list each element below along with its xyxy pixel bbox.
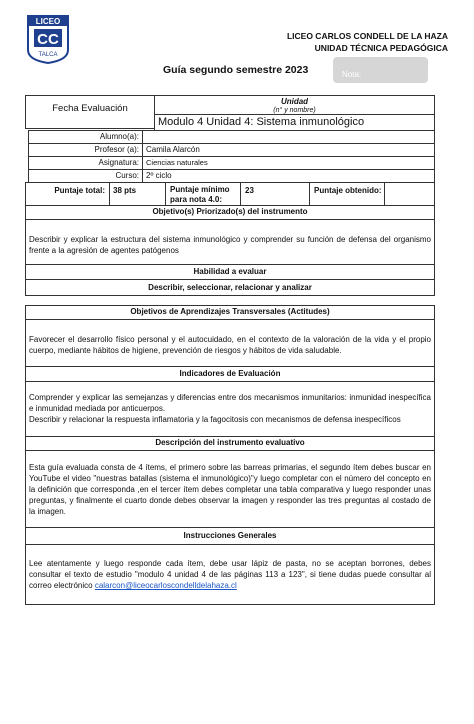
department-name: UNIDAD TÉCNICA PEDAGÓGICA bbox=[314, 43, 448, 53]
curso-value: 2º ciclo bbox=[146, 171, 172, 180]
logo-top-text: LICEO bbox=[35, 17, 61, 26]
habilidad-title: Habilidad a evaluar bbox=[193, 267, 267, 276]
curso-value-cell bbox=[142, 169, 435, 183]
descripcion-text: Esta guía evaluada consta de 4 ítems, el primero sobre las barreas primarias, el segundo ítem debes buscar en YouTube el video "nuestras batallas (sistema el inmunológico)"y luego completar con el número del concepto en la definición que corresponda ,en el tercer ítem debes completar una tabla comparativa y luego responder unas preguntas, y finalmente el cuarto donde debes observar la imagen y responder las tres preguntas al costado de la imagen. bbox=[29, 463, 431, 516]
oat-title: Objetivos de Aprendizajes Transversales (Actitudes) bbox=[130, 307, 330, 316]
oat-text: Favorecer el desarrollo físico personal y el autocuidado, en el contexto de la valoración de la vida y el propio cuerpo, mediante hábitos de higiene, prevención de riesgos y hábitos de vida saludable. bbox=[29, 335, 431, 355]
indicadores-text-2: Describir y relacionar la respuesta inflamatoria y la fagocitosis con mecanismos de defensa inespecíficos bbox=[29, 415, 401, 424]
school-logo bbox=[25, 14, 71, 64]
logo-mark-text: CC bbox=[37, 31, 59, 48]
indicadores-text-1: Comprender y explicar las semejanzas y diferencias entre dos mecanismos inmunitarios: inmunidad inespecífica e inmunidad mediada por anticuerpos. bbox=[29, 393, 431, 413]
puntaje-total-value: 38 pts bbox=[113, 186, 137, 195]
school-header bbox=[287, 30, 448, 54]
habilidad-text: Describir, seleccionar, relacionar y analizar bbox=[148, 283, 312, 292]
asignatura-value: Ciencias naturales bbox=[146, 158, 208, 167]
unidad-label: Unidad bbox=[280, 97, 309, 106]
objetivos-title: Objetivo(s) Priorizado(s) del instrumento bbox=[152, 207, 308, 216]
instrucciones-block bbox=[29, 558, 431, 591]
school-name: LICEO CARLOS CONDELL DE LA HAZA bbox=[286, 31, 448, 41]
email-link[interactable]: calarcon@liceocarloscondelldelahaza.cl bbox=[94, 581, 237, 590]
unidad-sub: (n° y nombre) bbox=[273, 107, 316, 114]
indicadores-title: Indicadores de Evaluación bbox=[179, 369, 281, 378]
descripcion-title: Descripción del instrumento evaluativo bbox=[155, 438, 305, 447]
objetivos-text: Describir y explicar la estructura del sistema inmunológico y comprender su función de defensa del organismo frente a la agresión de agentes patógenos bbox=[29, 235, 431, 255]
instrucciones-text: Lee atentamente y luego responde cada ítem, debe usar lápiz de pasta, no se aceptan borrones, debes consultar el texto de estudio "modulo 4 unidad 4 de las páginas 113 a 123", si tiene dudas puede consultar al correo electrónico bbox=[29, 559, 431, 590]
guide-title: Guía segundo semestre 2023 bbox=[163, 64, 309, 76]
logo-bottom-text: TALCA bbox=[38, 52, 58, 58]
puntaje-obtenido-label: Puntaje obtenido: bbox=[314, 186, 382, 195]
puntaje-minimo-label-1: Puntaje mínimo bbox=[170, 185, 230, 194]
instrucciones-title: Instrucciones Generales bbox=[183, 531, 277, 540]
unidad-value: Modulo 4 Unidad 4: Sistema inmunológico bbox=[158, 116, 365, 128]
nota-box[interactable] bbox=[333, 57, 428, 83]
puntaje-obtenido-value-cell[interactable] bbox=[384, 182, 435, 206]
profesor-label: Profesor (a): bbox=[94, 145, 139, 154]
profesor-value: Camila Alarcón bbox=[146, 145, 200, 154]
fecha-label: Fecha Evaluación bbox=[52, 103, 128, 114]
alumno-label: Alumno(a): bbox=[99, 132, 139, 141]
nota-label: Nota: bbox=[342, 70, 362, 79]
curso-label: Curso: bbox=[115, 171, 139, 180]
asignatura-label: Asignatura: bbox=[98, 158, 139, 167]
puntaje-minimo-label-2: para nota 4.0: bbox=[170, 195, 223, 204]
puntaje-total-label: Puntaje total: bbox=[54, 186, 105, 195]
alumno-value-cell[interactable] bbox=[142, 130, 435, 144]
puntaje-minimo-value: 23 bbox=[245, 186, 254, 195]
